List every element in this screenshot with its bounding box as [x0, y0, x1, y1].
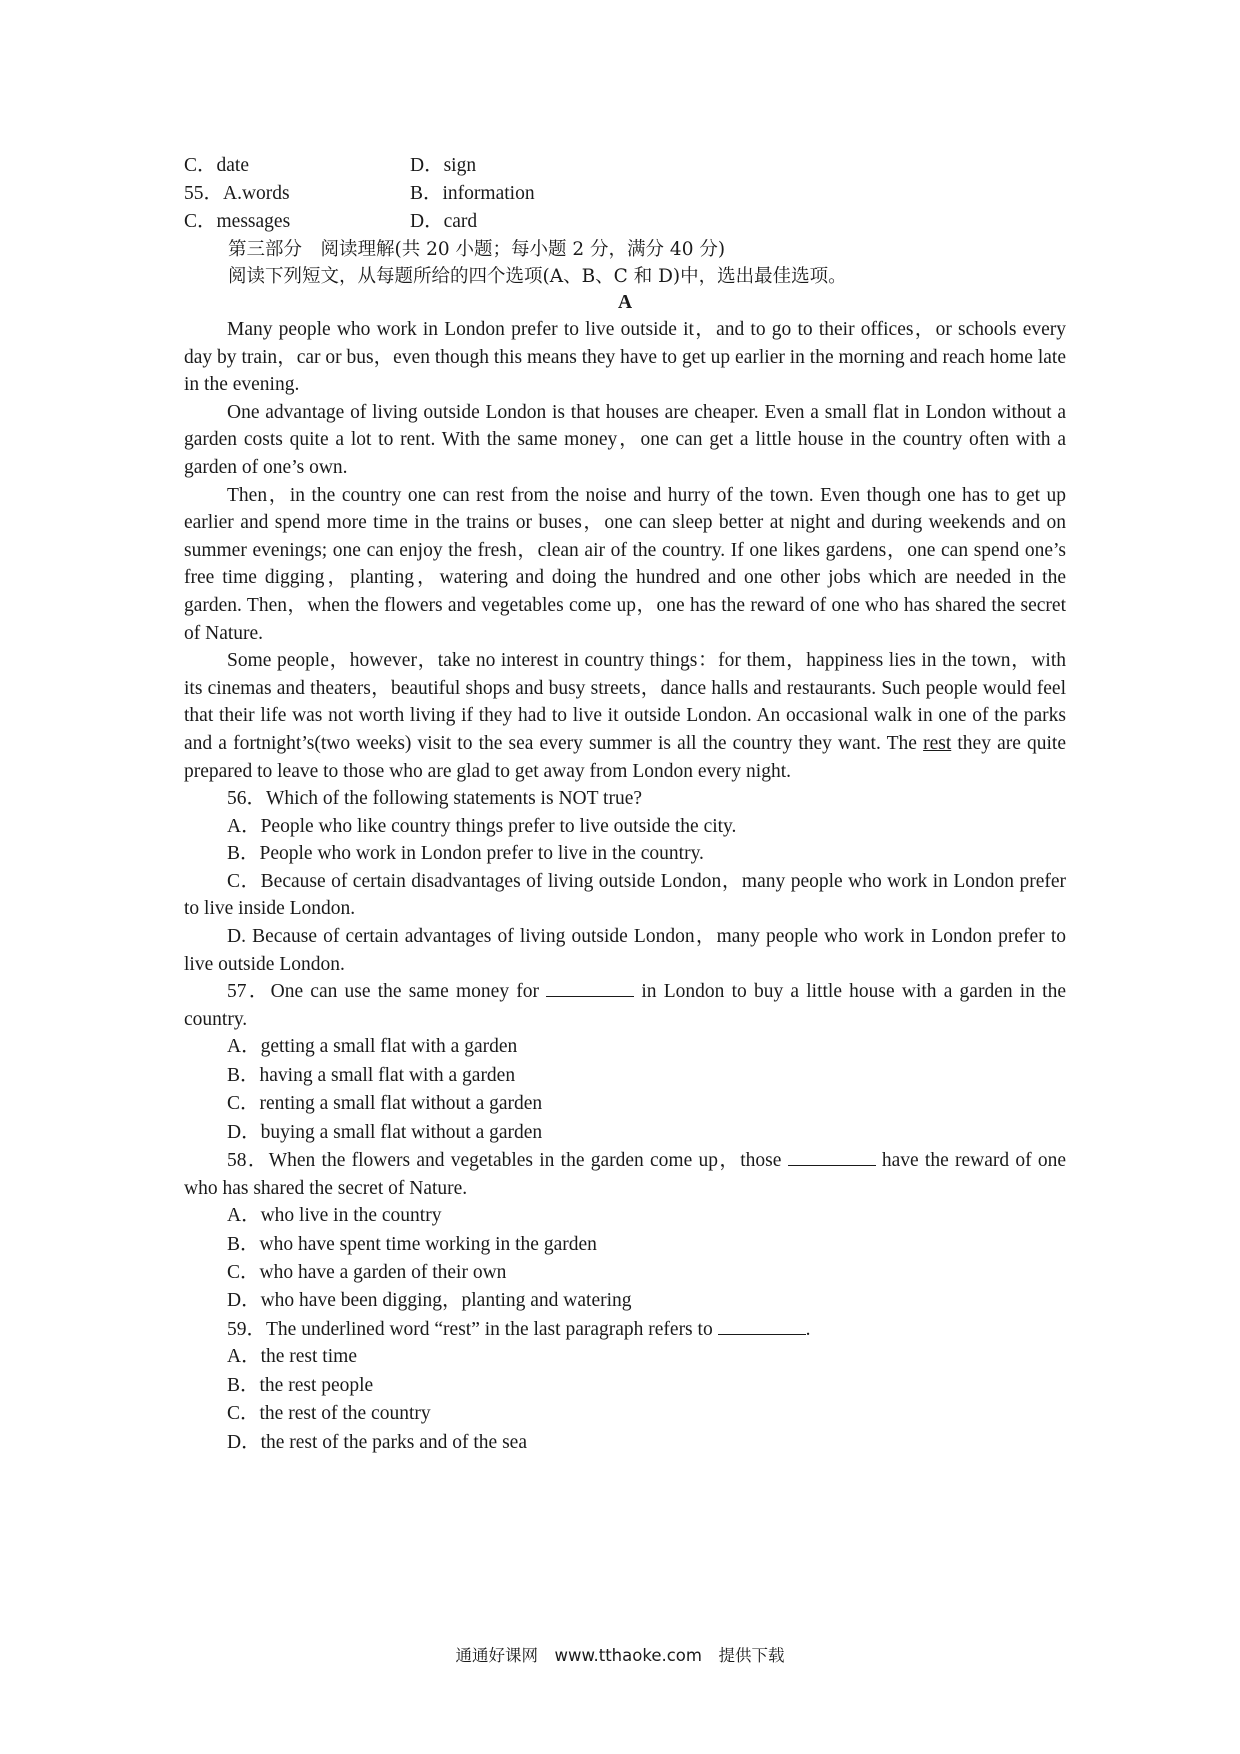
question-59-option-b: B．the rest people	[227, 1374, 374, 1396]
page-footer: 通通好课网 www.tthaoke.com 提供下载	[455, 1646, 785, 1665]
passage-paragraph-3: Then，in the country one can rest from the noise and hurry of the town. Even though one has to get up earlier and spend more time in the trains or buses，one can sleep better at night and during weekends and on summer evenings; one can enjoy the fresh，clean air of the country. If one likes gardens，one can spend one’s free time digging，planting，watering and doing the hundred and one other jobs which are needed in the garden. Then，when the flowers and vegetables come up，one has the reward of one who has shared the secret of Nature.	[184, 484, 1066, 644]
passage-paragraph-2: One advantage of living outside London is that houses are cheaper. Even a small flat in London without a garden costs quite a lot to rent. With the same money，one can get a little house in the country often with a garden of one’s own.	[184, 401, 1066, 478]
paragraph-text: Some people，however，take no interest in country things：for them，happiness lies in the town，with its cinemas and theaters，beautiful shops and busy streets，dance halls and restaurants. Such people would feel that their life was not worth living if they had to live it outside London. An occasional walk in one of the parks and a fortnight’s(two weeks) visit to the sea every summer is all the country they want. The	[184, 650, 1066, 754]
question-59-option-c: C．the rest of the country	[227, 1403, 431, 1425]
answer-blank	[546, 978, 634, 997]
question-58-stem	[184, 1147, 1066, 1202]
question-57-option-a: A．getting a small flat with a garden	[227, 1036, 518, 1058]
question-58-option-d: D．who have been digging，planting and watering	[227, 1290, 632, 1312]
prev-options-row	[184, 208, 1066, 236]
question-59-option-a: A．the rest time	[227, 1346, 357, 1368]
question-57-stem	[184, 978, 1066, 1033]
stem-text: in London to buy a little house with a garden in the country.	[184, 981, 1066, 1030]
exam-page	[184, 152, 1066, 1457]
answer-blank	[718, 1316, 806, 1335]
stem-text: .	[805, 1318, 811, 1340]
option-a: 55．A.words	[184, 183, 290, 204]
question-56-option-b: B．People who work in London prefer to live in the country.	[227, 843, 704, 865]
section-instructions: 阅读下列短文，从每题所给的四个选项(A、B、C 和 D)中，选出最佳选项。	[228, 266, 847, 287]
passage-paragraph-1: Many people who work in London prefer to live outside it，and to go to their offices，or schools every day by train，car or bus，even though this means they have to get up earlier in the morning and reach home late in the evening.	[184, 319, 1066, 396]
option-b: B．information	[410, 183, 535, 204]
section-heading: 第三部分 阅读理解(共 20 小题；每小题 2 分，满分 40 分)	[228, 239, 726, 260]
question-56-stem: 56．Which of the following statements is NOT true?	[227, 788, 643, 810]
stem-text: 59．The underlined word “rest” in the last paragraph refers to	[227, 1318, 718, 1340]
question-59-option-d: D．the rest of the parks and of the sea	[227, 1431, 527, 1453]
question-57-option-c: C．renting a small flat without a garden	[227, 1093, 543, 1115]
question-58-option-c: C．who have a garden of their own	[227, 1262, 507, 1284]
passage-paragraph-4	[184, 647, 1066, 785]
question-55-row	[184, 180, 1066, 208]
question-58-option-b: B．who have spent time working in the garden	[227, 1233, 597, 1255]
paragraph-text: they are quite prepared to leave to those who are glad to get away from London every night.	[184, 732, 1066, 782]
stem-text: 57．One can use the same money for	[227, 981, 547, 1003]
option-d: D．sign	[410, 155, 477, 176]
question-59-stem	[184, 1316, 1066, 1344]
option-c: C．date	[184, 155, 249, 176]
question-57-option-d: D．buying a small flat without a garden	[227, 1121, 543, 1143]
passage-label: A	[617, 292, 633, 313]
prev-options-row	[184, 152, 1066, 180]
option-c: C．messages	[184, 211, 291, 232]
question-56-option-c: C．Because of certain disadvantages of living outside London，many people who work in London prefer to live inside London.	[184, 870, 1066, 920]
option-d: D．card	[410, 211, 478, 232]
question-57-option-b: B．having a small flat with a garden	[227, 1064, 516, 1086]
stem-text: 58．When the flowers and vegetables in the garden come up，those	[227, 1150, 788, 1172]
question-56-option-d: D. Because of certain advantages of living outside London，many people who work in London prefer to live outside London.	[184, 926, 1066, 975]
question-58-option-a: A．who live in the country	[227, 1205, 442, 1227]
question-56-option-a: A．People who like country things prefer to live outside the city.	[227, 815, 737, 837]
stem-text: have the reward of one who has shared the secret of Nature.	[184, 1150, 1066, 1199]
underlined-word: rest	[923, 732, 952, 754]
answer-blank	[788, 1147, 876, 1166]
